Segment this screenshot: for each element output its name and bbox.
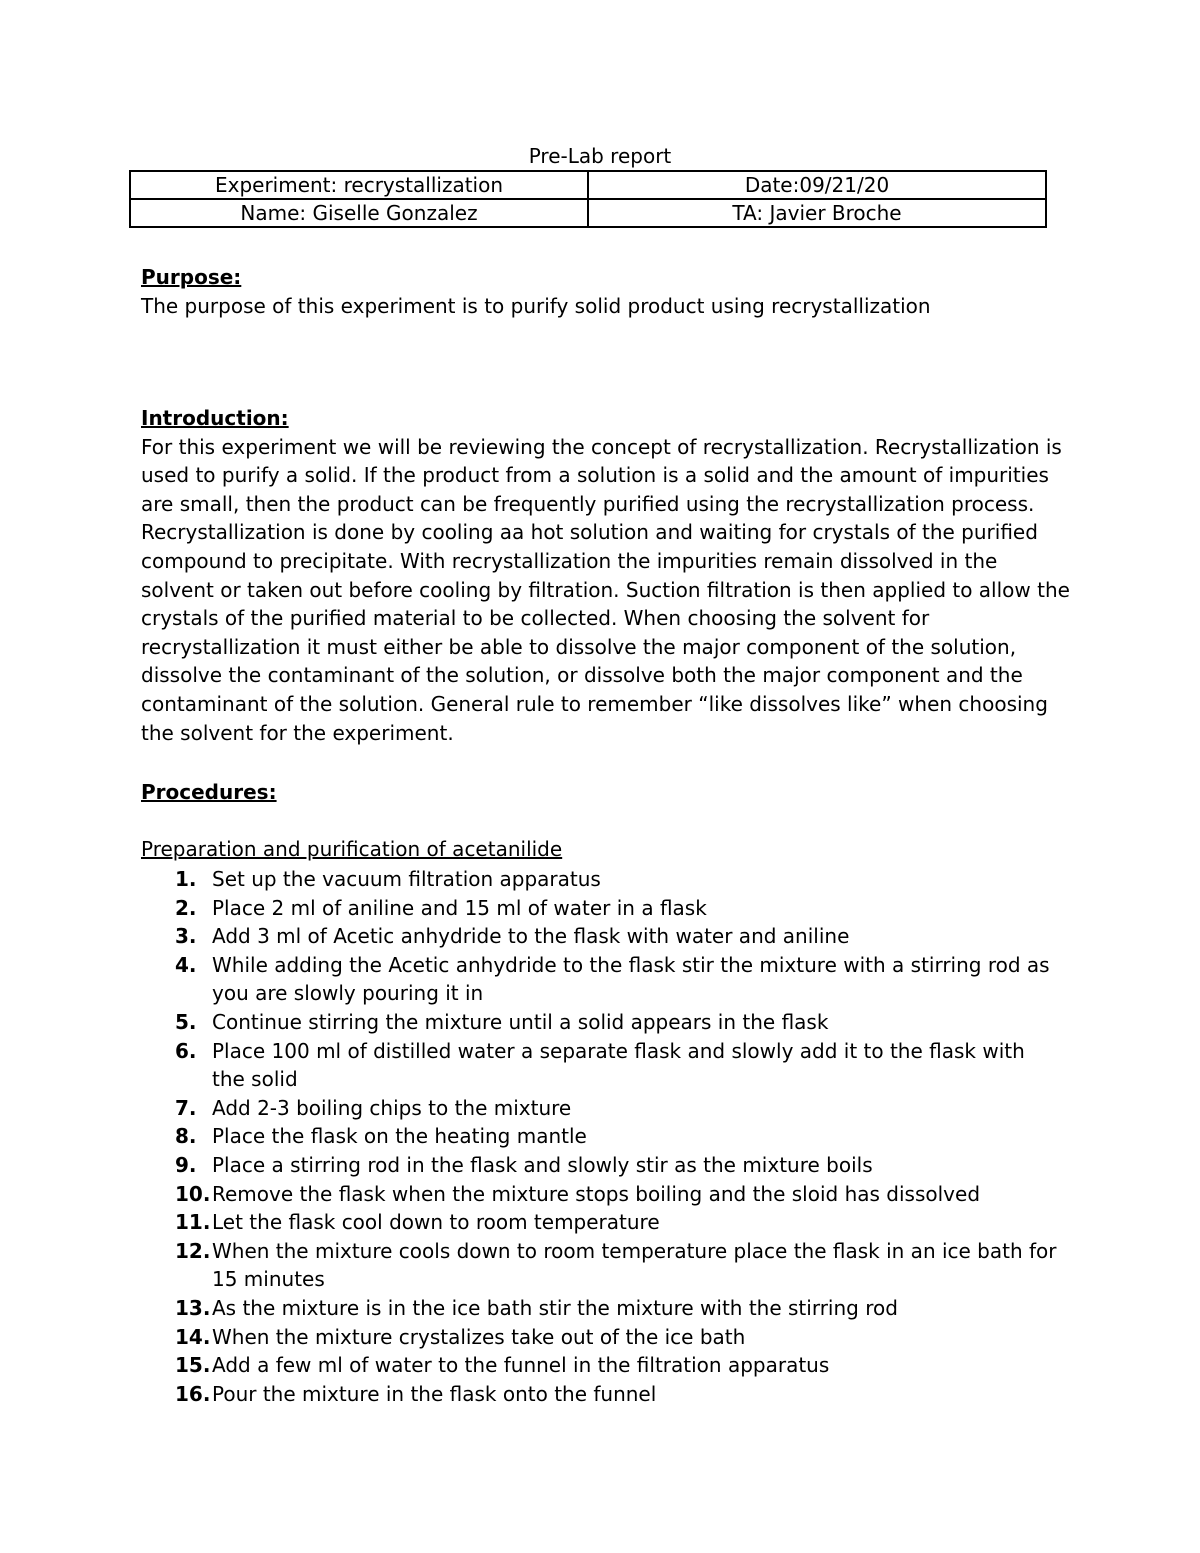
step-number: 6. [175, 1038, 197, 1063]
list-item [141, 894, 1061, 923]
experiment-cell: Experiment: recrystallization [130, 171, 588, 199]
step-text: When the mixture cools down to room temperature place the flask in an ice bath for 15 minutes [212, 1238, 1057, 1292]
step-number: 15. [175, 1353, 211, 1378]
list-item [141, 1351, 1061, 1380]
step-number: 11. [175, 1210, 211, 1235]
step-text: Add 3 ml of Acetic anhydride to the flask with water and aniline [212, 924, 850, 949]
list-item [141, 951, 1061, 1008]
step-text: When the mixture crystalizes take out of the ice bath [212, 1324, 746, 1349]
step-number: 7. [175, 1095, 197, 1120]
list-item [141, 1323, 1061, 1352]
step-text: Remove the flask when the mixture stops boiling and the sloid has dissolved [212, 1181, 981, 1206]
procedures-heading: Procedures: [141, 780, 277, 804]
step-number: 9. [175, 1152, 197, 1177]
step-text: Add 2-3 boiling chips to the mixture [212, 1095, 572, 1120]
step-text: Pour the mixture in the flask onto the funnel [212, 1381, 657, 1406]
step-number: 4. [175, 952, 197, 977]
list-item [141, 1294, 1061, 1323]
step-text: Place the flask on the heating mantle [212, 1124, 587, 1149]
date-cell: Date:09/21/20 [588, 171, 1046, 199]
step-number: 2. [175, 895, 197, 920]
step-text: While adding the Acetic anhydride to the flask stir the mixture with a stirring rod as you are slowly pouring it in [212, 952, 1050, 1006]
step-text: Add a few ml of water to the funnel in the filtration apparatus [212, 1353, 830, 1378]
info-table [129, 170, 1047, 228]
ta-cell: TA: Javier Broche [588, 199, 1046, 227]
list-item [141, 922, 1061, 951]
step-text: Continue stirring the mixture until a solid appears in the flask [212, 1009, 829, 1034]
step-number: 3. [175, 924, 197, 949]
procedures-section [141, 778, 1071, 864]
purpose-section [141, 263, 1071, 320]
list-item [141, 1180, 1061, 1209]
step-text: Set up the vacuum filtration apparatus [212, 867, 601, 891]
introduction-text: For this experiment we will be reviewing the concept of recrystallization. Recrystallization is used to purify a solid. If the product from a solution is a solid and the amount of impurities are small, then the product can be frequently purified using the recrystallization process. Recrystallization is done by cooling aa hot solution and waiting for crystals of the purified compound to precipitate. With recrystallization the impurities remain dissolved in the solvent or taken out before cooling by filtration. Suction filtration is then applied to allow the crystals of the purified material to be collected. When choosing the solvent for recrystallization it must either be able to dissolve the major component of the solution, dissolve the contaminant of the solution, or dissolve both the major component and the contaminant of the solution. General rule to remember “like dissolves like” when choosing the solvent for the experiment. [141, 434, 1070, 745]
step-text: As the mixture is in the ice bath stir the mixture with the stirring rod [212, 1295, 898, 1320]
list-item [141, 1208, 1061, 1237]
spacer [141, 807, 1071, 836]
step-number: 14. [175, 1324, 211, 1349]
step-number: 8. [175, 1124, 197, 1149]
step-text: Place 2 ml of aniline and 15 ml of water in a flask [212, 895, 707, 920]
list-item [141, 865, 1061, 894]
step-number: 12. [175, 1238, 211, 1263]
list-item [141, 1237, 1061, 1294]
list-item [141, 1122, 1061, 1151]
list-item [141, 1151, 1061, 1180]
step-text: Place a stirring rod in the flask and slowly stir as the mixture boils [212, 1152, 873, 1177]
list-item [141, 1380, 1061, 1409]
step-text: Let the flask cool down to room temperature [212, 1210, 660, 1235]
step-text: Place 100 ml of distilled water a separate flask and slowly add it to the flask with the solid [212, 1038, 1025, 1092]
procedure-steps-list [141, 865, 1061, 1408]
purpose-text: The purpose of this experiment is to purify solid product using recrystallization [141, 293, 931, 318]
list-item [141, 1094, 1061, 1123]
info-table-row [130, 171, 1046, 199]
introduction-section [141, 404, 1071, 747]
step-number: 5. [175, 1009, 197, 1034]
purpose-heading: Purpose: [141, 265, 242, 289]
list-item [141, 1037, 1061, 1094]
list-item [141, 1008, 1061, 1037]
step-number: 16. [175, 1381, 211, 1406]
info-table-row [130, 199, 1046, 227]
name-cell: Name: Giselle Gonzalez [130, 199, 588, 227]
step-number: 10. [175, 1181, 211, 1206]
document-title: Pre-Lab report [528, 144, 672, 168]
procedures-subheading: Preparation and purification of acetanilide [141, 837, 563, 862]
introduction-heading: Introduction: [141, 406, 289, 430]
step-number: 13. [175, 1295, 211, 1320]
step-number: 1. [175, 867, 197, 891]
